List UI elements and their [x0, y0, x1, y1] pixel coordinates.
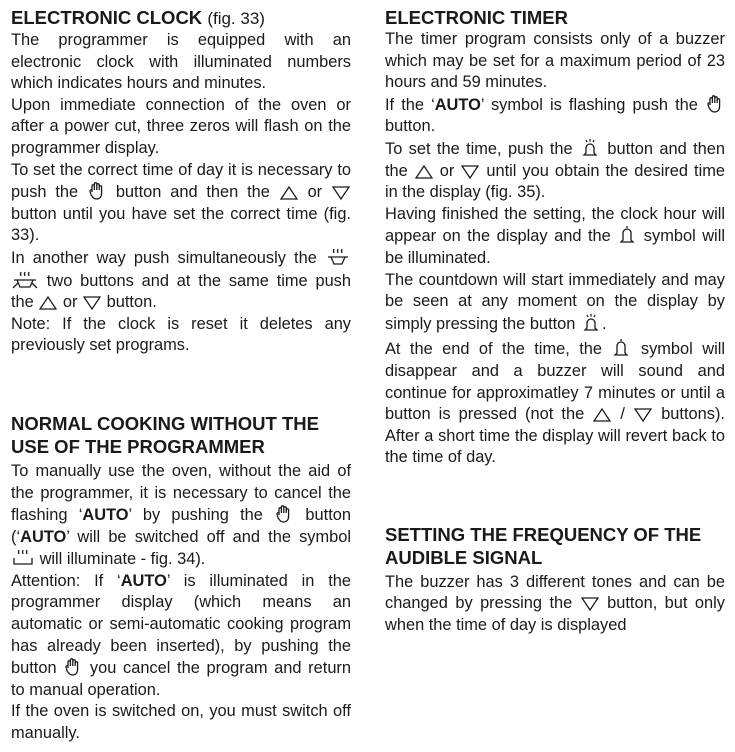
hand-icon [64, 657, 82, 677]
left-column [11, 6, 351, 745]
up-arrow-icon [593, 407, 611, 423]
down-arrow-icon [461, 164, 479, 180]
paragraph: The programmer is equipped with an electronic clock with illuminated numbers which indicates hours and minutes. [11, 31, 351, 93]
paragraph: To set the time, push the button and then the or until you obtain the desired time in the display (fig. 35). [385, 139, 725, 202]
paragraph: The countdown will start immediately and may be seen at any moment on the display by simply pressing the button . [385, 270, 725, 333]
paragraph: If the ‘AUTO’ symbol is flashing push the button. [385, 94, 725, 138]
up-arrow-icon [415, 164, 433, 180]
paragraph: At the end of the time, the symbol will disappear and a buzzer will sound and continue for approximatley 7 minutes or until a button is pressed (not the / buttons). After a short time the display will revert back to the time of day. [385, 340, 725, 467]
paragraph: To manually use the oven, without the aid of the programmer, it is necessary to cancel the flashing ‘AUTO’ by pushing the button (‘AUTO’ will be switched off and the symbol will illuminate - fig. 34). [11, 461, 351, 569]
paragraph: If the oven is switched on, you must switch off manually. [11, 702, 351, 743]
paragraph: Having finished the setting, the clock hour will appear on the display and the symbol will be illuminated. [385, 204, 725, 267]
hand-icon [706, 94, 724, 114]
ringing-bell-icon [581, 313, 601, 333]
paragraph: Attention: If ‘AUTO’ is illuminated in the programmer display (which means an automatic or semi-automatic cooking program has already been inserted), by pushing the button you cancel the program and return to manual operation. [11, 571, 352, 699]
section-title-audible-signal: SETTING THE FREQUENCY OF THE AUDIBLE SIGNAL [385, 523, 702, 568]
hand-icon [88, 181, 106, 201]
section-title-electronic-clock: ELECTRONIC CLOCK (fig. 33) [11, 7, 265, 28]
paragraph: Note: If the clock is reset it deletes any previously set programs. [11, 314, 351, 355]
down-arrow-icon [83, 295, 101, 311]
paragraph: The timer program consists only of a buzzer which may be set for a maximum period of 23 hours and 59 minutes. [385, 30, 725, 92]
cooking-pot-timer-icon [12, 270, 38, 290]
hand-icon [275, 504, 293, 524]
ringing-bell-icon [580, 138, 600, 158]
manual-cooking-icon [12, 548, 34, 568]
cooking-pot-icon [326, 247, 350, 267]
paragraph: The buzzer has 3 different tones and can be changed by pressing the button, but only when the time of day is displayed [385, 572, 725, 635]
paragraph: In another way push simultaneously the two buttons and at the same time push the or button. [11, 248, 351, 312]
down-arrow-icon [634, 407, 652, 423]
section-title-normal-cooking: NORMAL COOKING WITHOUT THE USE OF THE PROGRAMMER [11, 412, 319, 457]
bell-icon [612, 338, 630, 358]
paragraph: To set the correct time of day it is necessary to push the button and then the or button until you have set the correct time (fig. 33). [11, 160, 351, 245]
section-title-electronic-timer: ELECTRONIC TIMER [385, 7, 568, 28]
down-arrow-icon [581, 596, 599, 612]
up-arrow-icon [39, 295, 57, 311]
bell-icon [618, 225, 636, 245]
down-arrow-icon [332, 185, 350, 201]
up-arrow-icon [280, 185, 298, 201]
right-column [385, 6, 725, 637]
paragraph: Upon immediate connection of the oven or after a power cut, three zeros will flash on the programmer display. [11, 95, 351, 157]
figure-ref: (fig. 33) [207, 9, 265, 28]
